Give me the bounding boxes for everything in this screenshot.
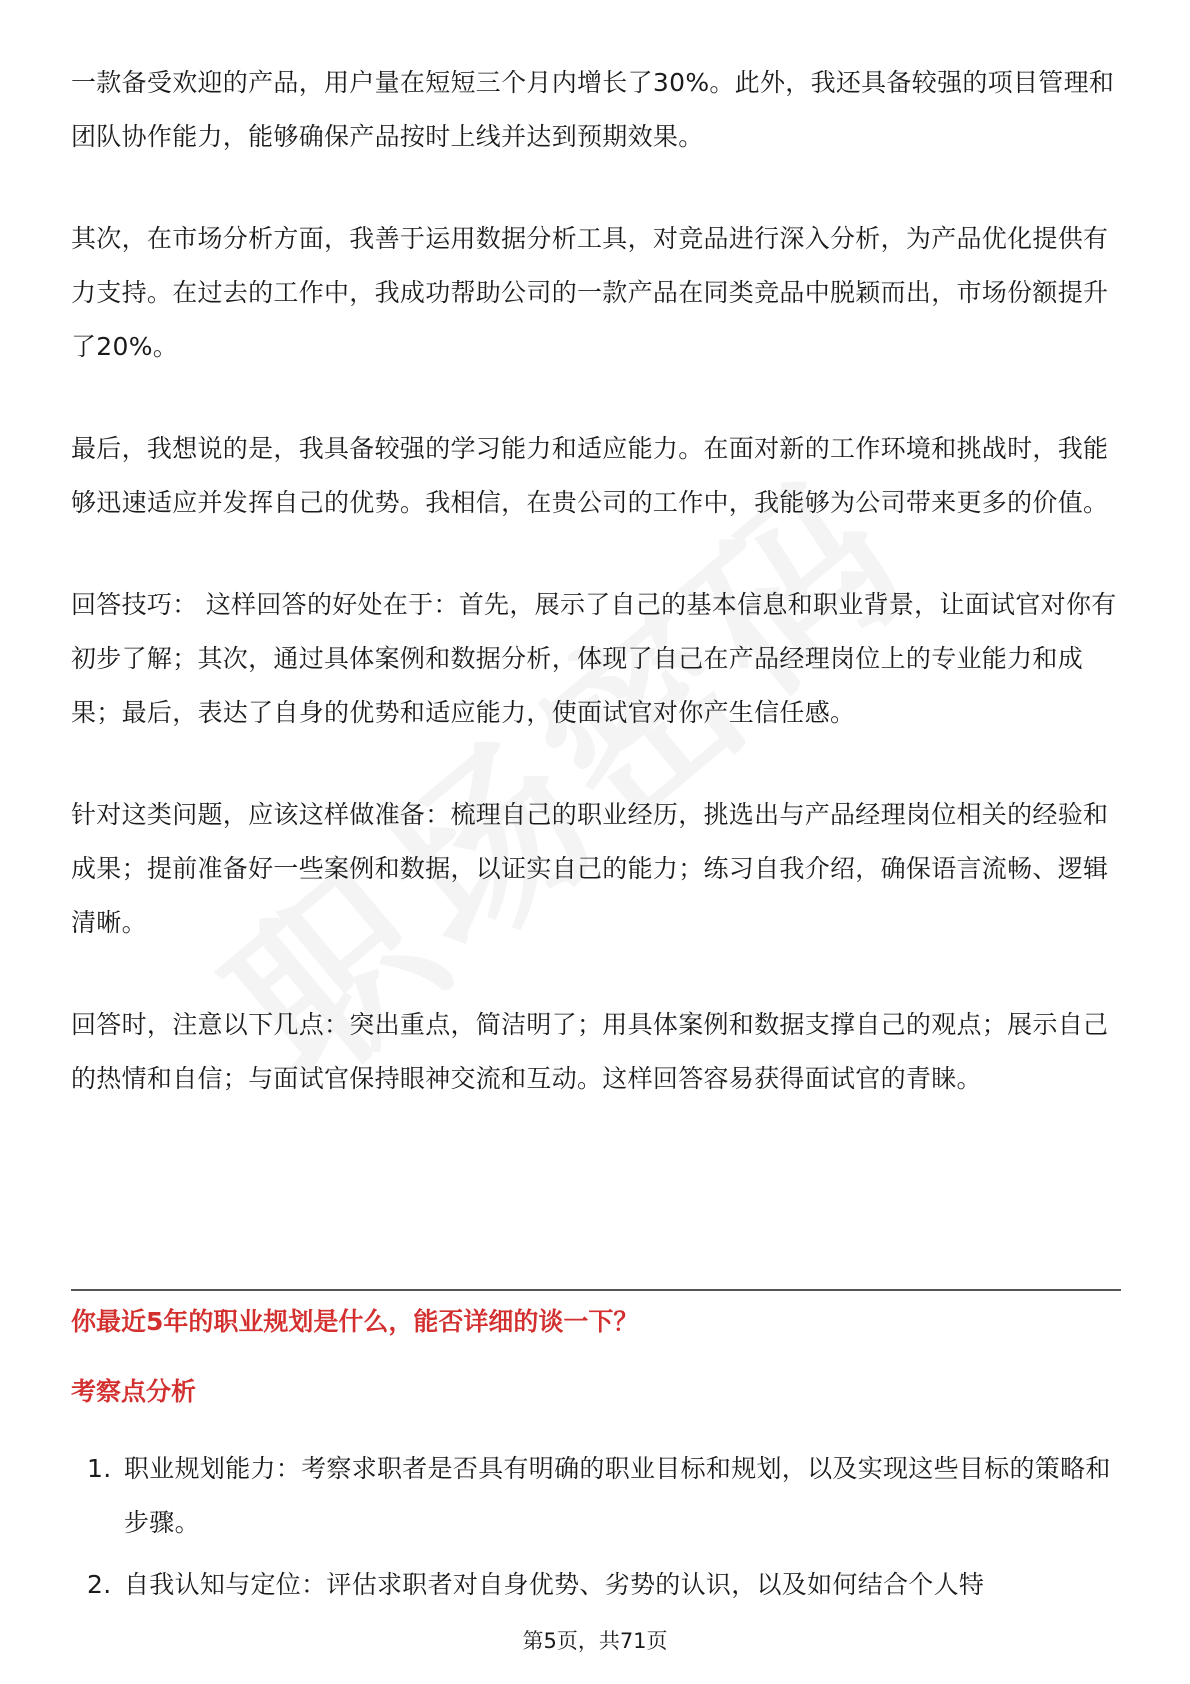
list-item-text: 自我认知与定位：评估求职者对自身优势、劣势的认识，以及如何结合个人特 bbox=[124, 1570, 985, 1599]
list-number: 2. bbox=[87, 1570, 112, 1599]
list-item bbox=[71, 1442, 1121, 1550]
paragraph: 针对这类问题，应该这样做准备：梳理自己的职业经历，挑选出与产品经理岗位相关的经验和成果；提前准备好一些案例和数据，以证实自己的能力；练习自我介绍，确保语言流畅、逻辑清晰。 bbox=[71, 800, 1109, 937]
paragraph: 其次，在市场分析方面，我善于运用数据分析工具，对竞品进行深入分析，为产品优化提供有力支持。在过去的工作中，我成功帮助公司的一款产品在同类竞品中脱颖而出，市场份额提升了20%。 bbox=[71, 224, 1109, 361]
section-divider bbox=[71, 1289, 1121, 1291]
analysis-list bbox=[71, 1442, 1121, 1620]
paragraph: 回答技巧： 这样回答的好处在于：首先，展示了自己的基本信息和职业背景，让面试官对你有初步了解；其次，通过具体案例和数据分析，体现了自己在产品经理岗位上的专业能力和成果；最后，表达了自身的优势和适应能力，使面试官对你产生信任感。 bbox=[71, 590, 1117, 727]
body-text bbox=[71, 56, 1121, 1154]
list-item-text: 职业规划能力：考察求职者是否具有明确的职业目标和规划，以及实现这些目标的策略和步骤。 bbox=[124, 1454, 1111, 1537]
section-title: 考察点分析 bbox=[71, 1377, 197, 1406]
list-number: 1. bbox=[87, 1454, 112, 1483]
list-item bbox=[71, 1558, 1121, 1612]
page-number: 第5页，共71页 bbox=[522, 1629, 668, 1653]
question-heading: 你最近5年的职业规划是什么，能否详细的谈一下？ bbox=[71, 1307, 639, 1336]
paragraph: 最后，我想说的是，我具备较强的学习能力和适应能力。在面对新的工作环境和挑战时，我能够迅速适应并发挥自己的优势。我相信，在贵公司的工作中，我能够为公司带来更多的价值。 bbox=[71, 434, 1109, 517]
paragraph: 回答时，注意以下几点：突出重点，简洁明了；用具体案例和数据支撑自己的观点；展示自己的热情和自信；与面试官保持眼神交流和互动。这样回答容易获得面试官的青睐。 bbox=[71, 1010, 1109, 1093]
paragraph: 一款备受欢迎的产品，用户量在短短三个月内增长了30%。此外，我还具备较强的项目管理和团队协作能力，能够确保产品按时上线并达到预期效果。 bbox=[71, 68, 1115, 151]
